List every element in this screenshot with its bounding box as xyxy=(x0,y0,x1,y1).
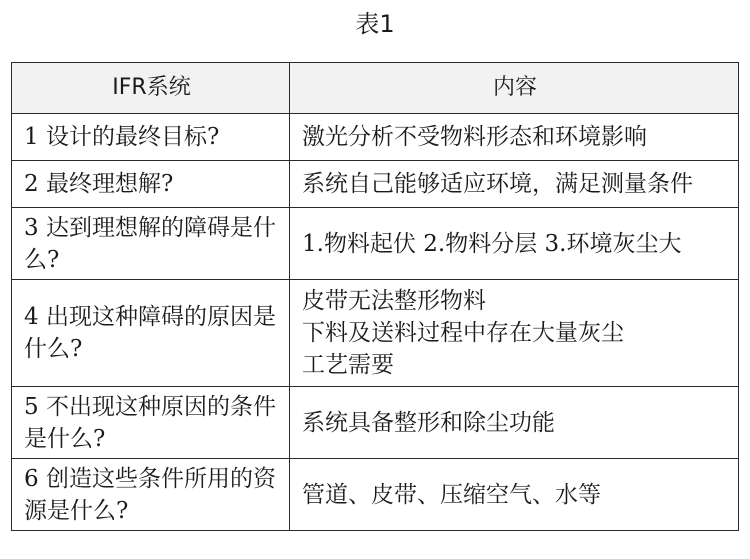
row-question: 2 最终理想解? xyxy=(12,161,290,208)
column-header-content: 内容 xyxy=(290,63,739,114)
table-caption: 表1 xyxy=(355,10,395,38)
row-answer xyxy=(290,114,739,161)
answer-line: 下料及送料过程中存在大量灰尘 xyxy=(302,320,624,346)
row-answer xyxy=(290,208,739,280)
table-row xyxy=(12,280,739,387)
answer-line: 皮带无法整形物料 xyxy=(302,288,486,314)
row-question: 3 达到理想解的障碍是什么? xyxy=(12,208,290,280)
row-answer xyxy=(290,280,739,387)
ifr-table xyxy=(11,62,739,531)
answer-line: 系统具备整形和除尘功能 xyxy=(302,409,555,436)
answer-line: 激光分析不受物料形态和环境影响 xyxy=(302,124,647,150)
table-row xyxy=(12,459,739,531)
row-answer xyxy=(290,387,739,459)
table-row xyxy=(12,208,739,280)
row-question: 6 创造这些条件所用的资源是什么? xyxy=(12,459,290,531)
row-question: 4 出现这种障碍的原因是什么? xyxy=(12,280,290,387)
row-question: 5 不出现这种原因的条件是什么? xyxy=(12,387,290,459)
answer-line: 1.物料起伏 2.物料分层 3.环境灰尘大 xyxy=(302,230,682,257)
column-header-ifr-system: IFR系统 xyxy=(12,63,290,114)
table-row xyxy=(12,114,739,161)
answer-line: 工艺需要 xyxy=(302,352,394,378)
table-row xyxy=(12,387,739,459)
table-header-row xyxy=(12,63,739,114)
row-answer xyxy=(290,161,739,208)
answer-line: 系统自己能够适应环境，满足测量条件 xyxy=(302,171,693,197)
row-question: 1 设计的最终目标? xyxy=(12,114,290,161)
answer-line: 管道、皮带、压缩空气、水等 xyxy=(302,481,601,508)
table-row xyxy=(12,161,739,208)
row-answer xyxy=(290,459,739,531)
